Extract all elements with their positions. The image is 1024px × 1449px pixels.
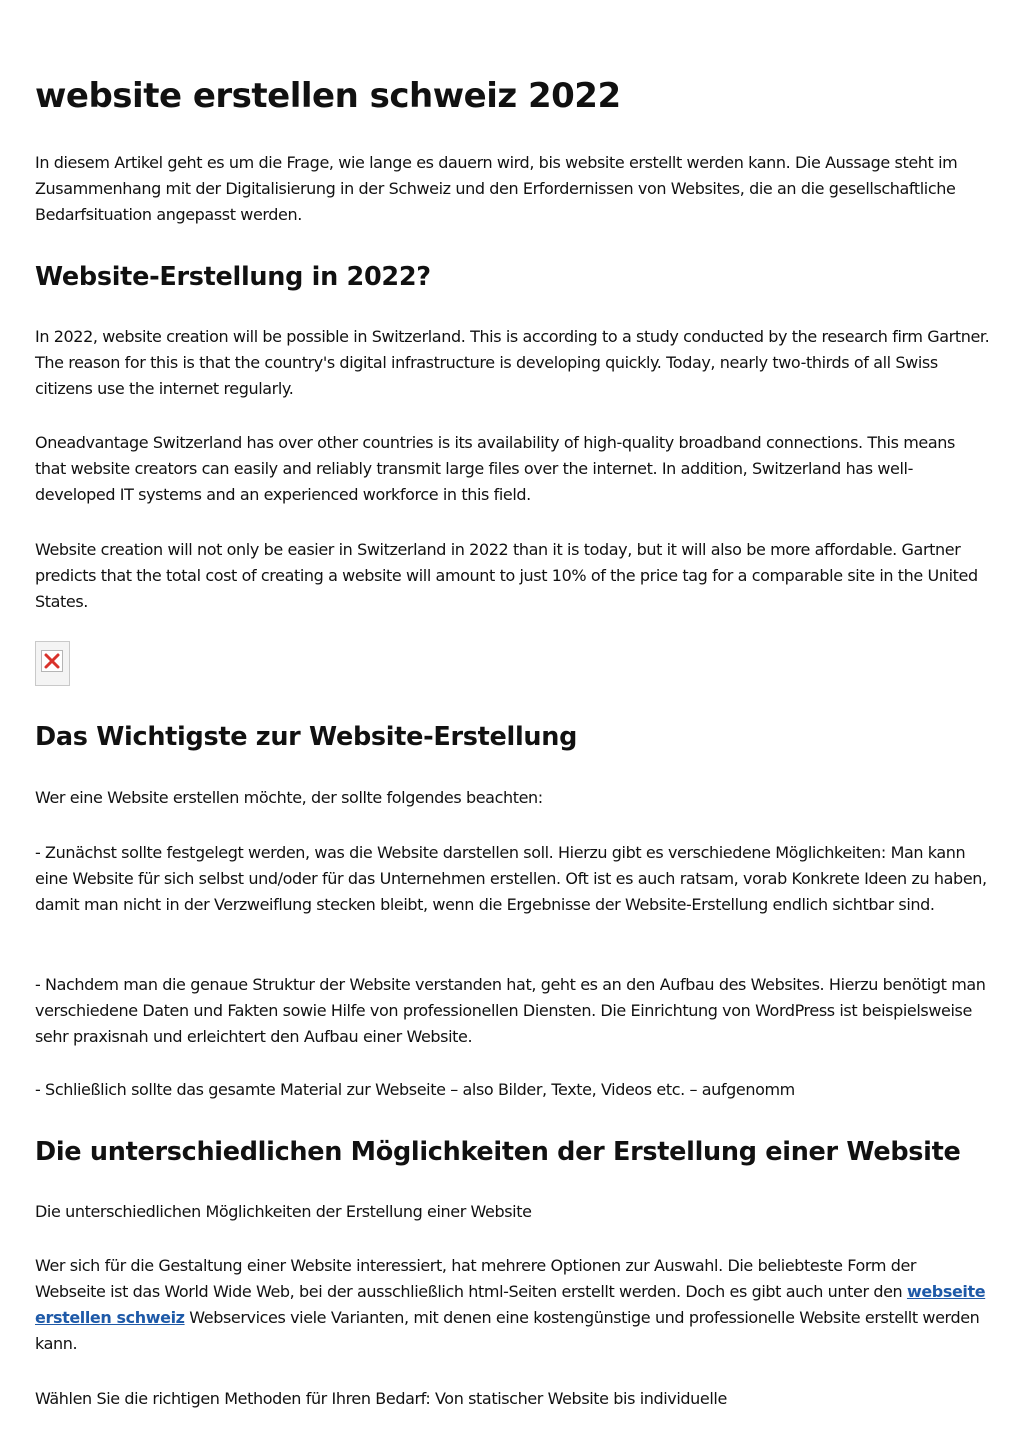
section2-paragraph-1: Wer eine Website erstellen möchte, der sollte folgendes beachten: — [35, 788, 543, 807]
section2-paragraph-2: - Zunächst sollte festgelegt werden, was die Website darstellen soll. Hierzu gibt es verschiedene Möglichkeiten: Man kann eine Website für sich selbst und/oder für das Unternehmen erstellen. Oft ist es auch ratsam, vorab Konkrete Ideen zu haben, damit man nicht in der Verzweiflung stecken bleibt, wenn die Ergebnisse der Website-Erstellung endlich sichtbar sind. — [35, 843, 987, 914]
section3-paragraph-3: Wählen Sie die richtigen Methoden für Ihren Bedarf: Von statischer Website bis individuelle — [35, 1389, 727, 1408]
webseite-erstellen-schweiz-link[interactable]: webseite erstellen schweiz — [35, 1282, 986, 1327]
section3-paragraph-1: Die unterschiedlichen Möglichkeiten der Erstellung einer Website — [35, 1202, 532, 1221]
section2-paragraph-4: - Schließlich sollte das gesamte Material zur Webseite – also Bilder, Texte, Videos etc. – aufgenomm — [35, 1080, 795, 1099]
section-heading-das-wichtigste: Das Wichtigste zur Website-Erstellung — [35, 722, 578, 752]
section-heading-website-erstellung-2022: Website-Erstellung in 2022? — [35, 262, 431, 292]
section2-paragraph-3: - Nachdem man die genaue Struktur der Website verstanden hat, geht es an den Aufbau des Websites. Hierzu benötigt man verschiedene Daten und Fakten sowie Hilfe von professionellen Diensten. Die Einrichtung von WordPress ist beispielsweise sehr praxisnah und erleichtert den Aufbau einer Website. — [35, 975, 986, 1046]
section3-paragraph-2-before-link: Wer sich für die Gestaltung einer Website interessiert, hat mehrere Optionen zur Auswahl. Die beliebteste Form der Webseite ist das World Wide Web, bei der ausschließlich html-Seiten erstellt werden. Doch es gibt auch unter den — [35, 1256, 917, 1301]
section1-paragraph-2: Oneadvantage Switzerland has over other countries is its availability of high-quality broadband connections. This means that website creators can easily and reliably transmit large files over the internet. In addition, Switzerland has well-developed IT systems and an experienced workforce in this field. — [35, 433, 955, 504]
broken-image-icon — [35, 641, 70, 686]
page-title: website erstellen schweiz 2022 — [35, 76, 621, 116]
section3-paragraph-2-after-link: Webservices viele Varianten, mit denen eine kostengünstige und professionelle Website erstellt werden kann. — [35, 1308, 980, 1353]
section1-paragraph-3: Website creation will not only be easier in Switzerland in 2022 than it is today, but it will also be more affordable. Gartner predicts that the total cost of creating a website will amount to just 10% of the price tag for a comparable site in the United States. — [35, 540, 978, 611]
section3-paragraph-2 — [35, 1253, 990, 1357]
intro-paragraph: In diesem Artikel geht es um die Frage, wie lange es dauern wird, bis website erstellt werden kann. Die Aussage steht im Zusammenhang mit der Digitalisierung in der Schweiz und den Erfordernissen von Websites, die an die gesellschaftliche Bedarfsituation angepasst werden. — [35, 153, 958, 224]
broken-image-x-icon — [41, 650, 63, 672]
section1-paragraph-1: In 2022, website creation will be possible in Switzerland. This is according to a study conducted by the research firm Gartner. The reason for this is that the country's digital infrastructure is developing quickly. Today, nearly two-thirds of all Swiss citizens use the internet regularly. — [35, 327, 990, 398]
section-heading-moeglichkeiten: Die unterschiedlichen Möglichkeiten der Erstellung einer Website — [35, 1137, 961, 1167]
